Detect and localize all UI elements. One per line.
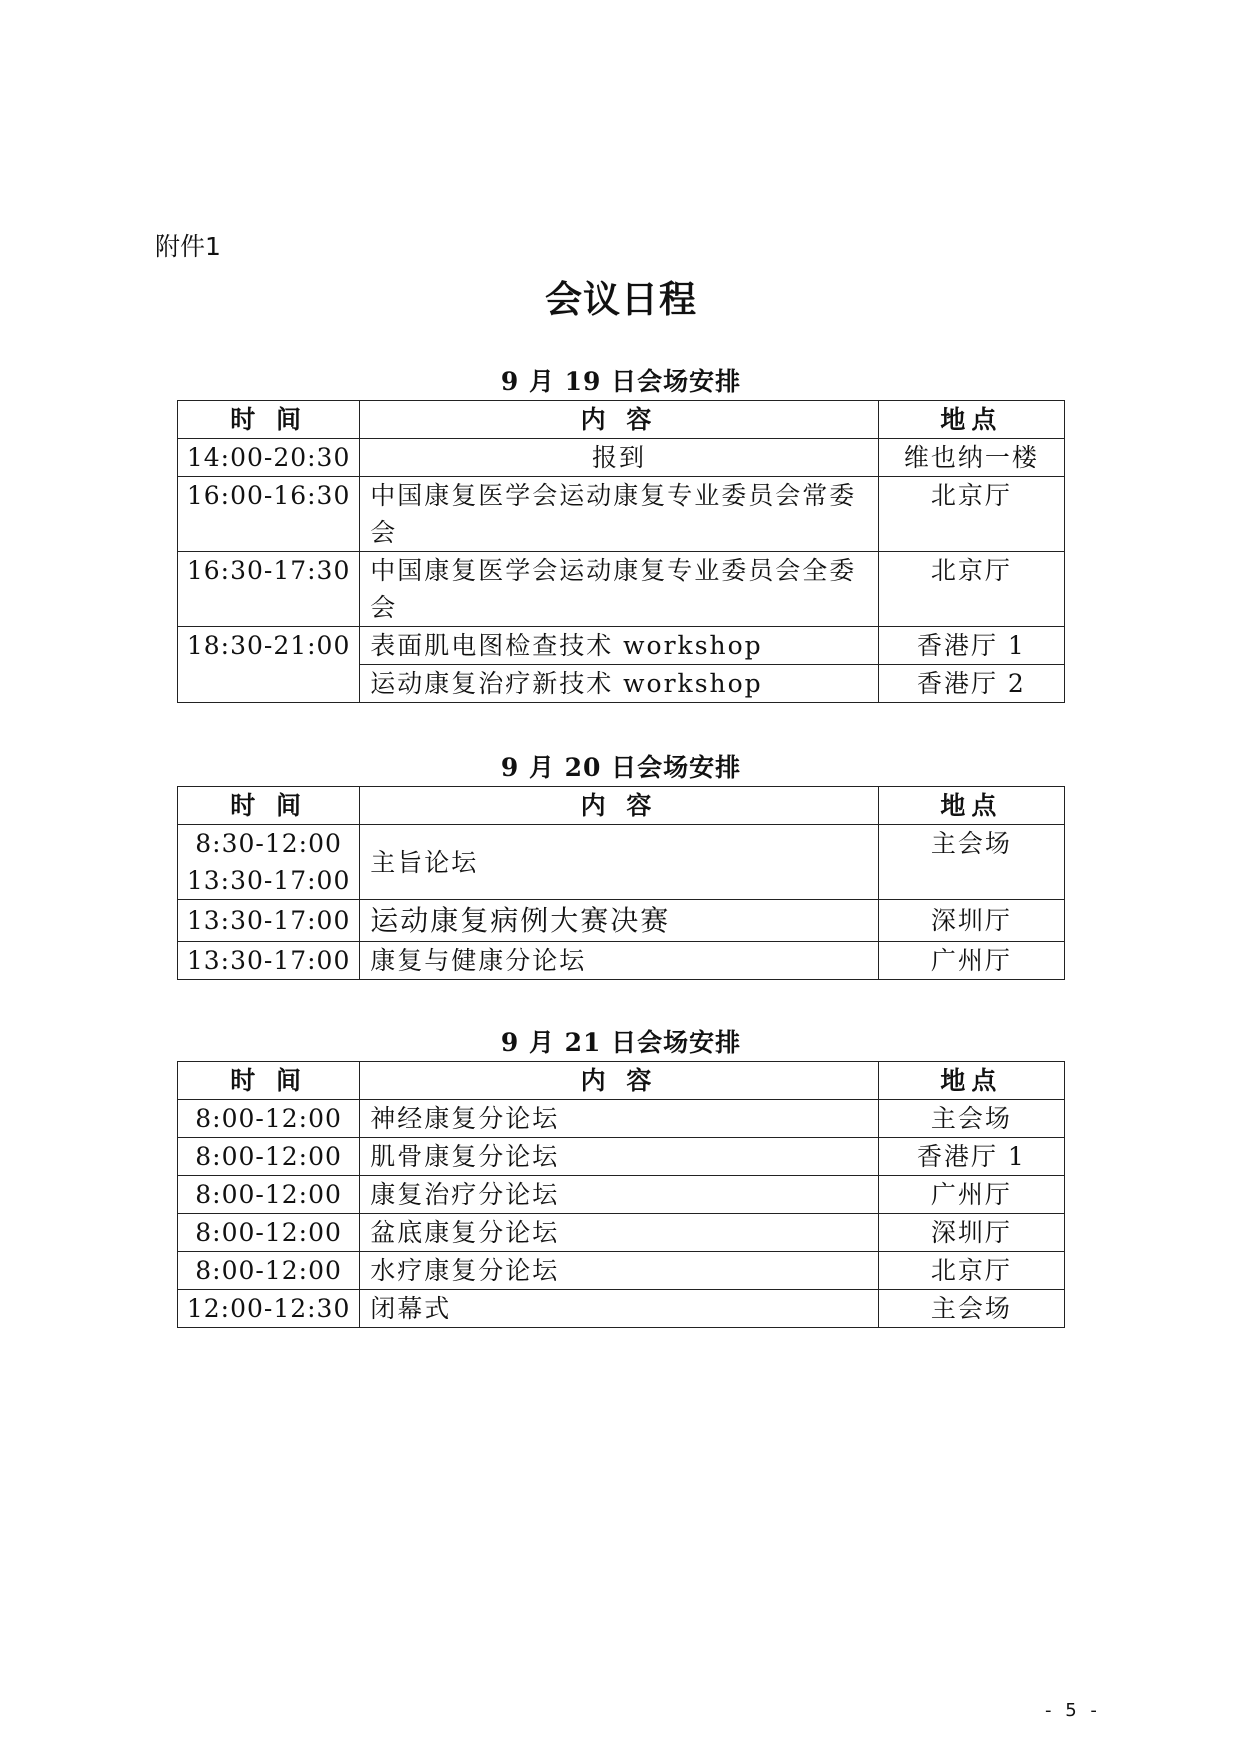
venue-cell: 香港厅 1 — [878, 627, 1064, 665]
content-cell: 水疗康复分论坛 — [360, 1252, 879, 1290]
table-row — [178, 1290, 1065, 1328]
table-row — [178, 1176, 1065, 1214]
venue-cell: 维也纳一楼 — [878, 439, 1064, 477]
time-cell: 8:00-12:00 — [178, 1138, 360, 1176]
attachment-label: 附件1 — [155, 232, 221, 261]
table-row — [178, 1214, 1065, 1252]
time-cell: 13:30-17:00 — [178, 942, 360, 980]
time-cell: 16:30-17:30 — [178, 552, 360, 627]
venue-cell: 北京厅 — [878, 1252, 1064, 1290]
time-cell: 12:00-12:30 — [178, 1290, 360, 1328]
time-cell: 8:00-12:00 — [178, 1100, 360, 1138]
day1-schedule-table — [177, 400, 1065, 703]
table-row — [178, 477, 1065, 552]
venue-cell: 主会场 — [878, 1290, 1064, 1328]
content-cell: 主旨论坛 — [360, 825, 879, 900]
table-row — [178, 627, 1065, 665]
time-cell: 13:30-17:00 — [178, 900, 360, 942]
table-row — [178, 1252, 1065, 1290]
table-row — [178, 825, 1065, 900]
day2-schedule-table — [177, 786, 1065, 980]
day1-title: 9 月 19 日会场安排 — [500, 367, 742, 396]
time-range-afternoon: 13:30-17:00 — [186, 866, 351, 895]
table-row — [178, 1100, 1065, 1138]
content-cell: 康复治疗分论坛 — [360, 1176, 879, 1214]
venue-cell: 主会场 — [878, 825, 1064, 900]
venue-cell: 主会场 — [878, 1100, 1064, 1138]
venue-cell: 深圳厅 — [878, 900, 1064, 942]
time-cell: 8:00-12:00 — [178, 1176, 360, 1214]
page-number: - 5 - — [1045, 1700, 1101, 1721]
header-content: 内 容 — [360, 401, 879, 439]
time-cell: 16:00-16:30 — [178, 477, 360, 552]
day2-title: 9 月 20 日会场安排 — [500, 753, 742, 782]
content-cell: 盆底康复分论坛 — [360, 1214, 879, 1252]
header-venue: 地点 — [878, 1062, 1064, 1100]
table-row — [178, 439, 1065, 477]
content-cell: 表面肌电图检查技术 workshop — [360, 627, 879, 665]
document-title: 会议日程 — [545, 278, 697, 321]
time-cell: 8:00-12:00 — [178, 1252, 360, 1290]
header-content: 内 容 — [360, 1062, 879, 1100]
content-cell: 中国康复医学会运动康复专业委员会常委会 — [360, 477, 879, 552]
venue-cell: 香港厅 2 — [878, 665, 1064, 703]
content-cell: 运动康复病例大赛决赛 — [360, 900, 879, 942]
content-cell: 运动康复治疗新技术 workshop — [360, 665, 879, 703]
table-row — [178, 900, 1065, 942]
venue-cell: 深圳厅 — [878, 1214, 1064, 1252]
venue-cell: 北京厅 — [878, 552, 1064, 627]
venue-cell: 广州厅 — [878, 1176, 1064, 1214]
day3-schedule-table — [177, 1061, 1065, 1328]
header-time: 时 间 — [178, 787, 360, 825]
header-content: 内 容 — [360, 787, 879, 825]
table-row — [178, 942, 1065, 980]
table-header-row — [178, 1062, 1065, 1100]
venue-cell: 香港厅 1 — [878, 1138, 1064, 1176]
table-header-row — [178, 787, 1065, 825]
time-cell: 14:00-20:30 — [178, 439, 360, 477]
time-cell: 8:00-12:00 — [178, 1214, 360, 1252]
content-cell: 肌骨康复分论坛 — [360, 1138, 879, 1176]
venue-cell: 北京厅 — [878, 477, 1064, 552]
header-time: 时 间 — [178, 1062, 360, 1100]
header-venue: 地点 — [878, 787, 1064, 825]
time-cell — [178, 825, 360, 900]
content-cell: 神经康复分论坛 — [360, 1100, 879, 1138]
content-cell: 康复与健康分论坛 — [360, 942, 879, 980]
table-header-row — [178, 401, 1065, 439]
content-cell: 报到 — [360, 439, 879, 477]
content-cell: 中国康复医学会运动康复专业委员会全委会 — [360, 552, 879, 627]
table-row — [178, 552, 1065, 627]
header-venue: 地点 — [878, 401, 1064, 439]
time-range-morning: 8:30-12:00 — [195, 829, 342, 858]
day3-title: 9 月 21 日会场安排 — [500, 1028, 742, 1057]
header-time: 时 间 — [178, 401, 360, 439]
table-row — [178, 1138, 1065, 1176]
time-cell: 18:30-21:00 — [178, 627, 360, 703]
venue-cell: 广州厅 — [878, 942, 1064, 980]
content-cell: 闭幕式 — [360, 1290, 879, 1328]
